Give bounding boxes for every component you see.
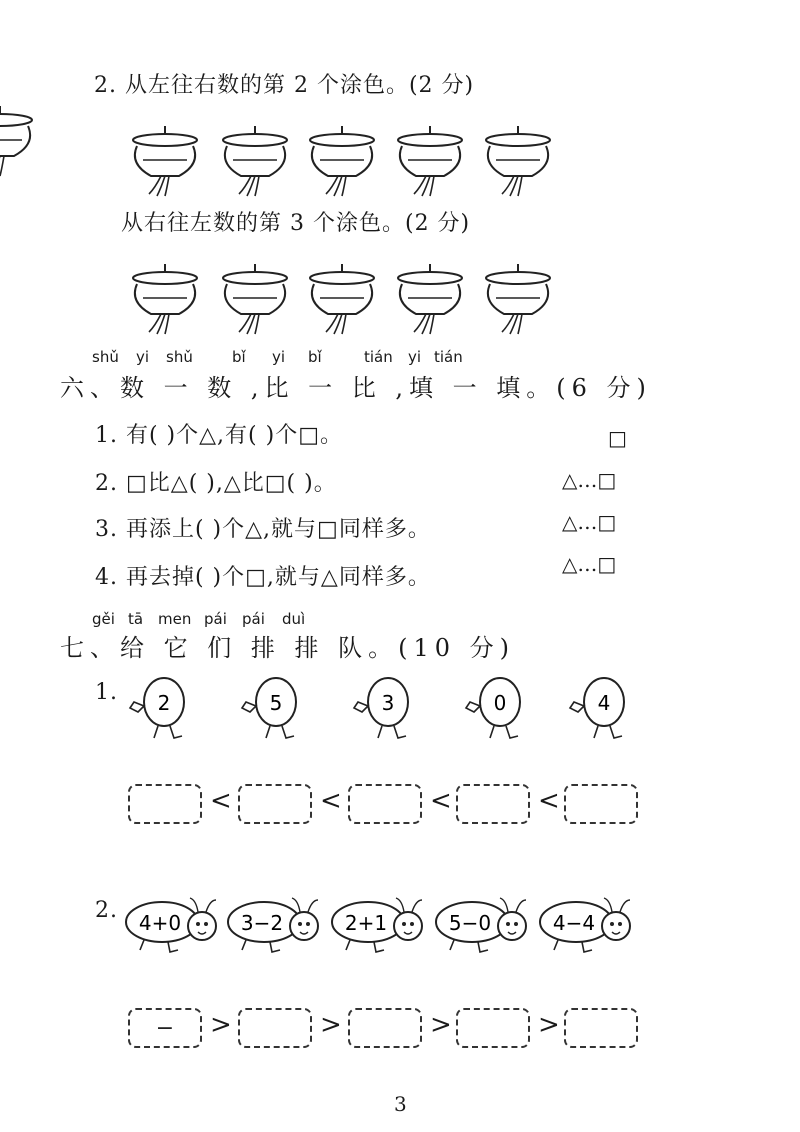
page-number: 3	[394, 1092, 407, 1116]
creature-number: 3	[381, 691, 395, 715]
less-than-sign: <	[320, 786, 342, 816]
section7-title: 七、给 它 们 排 排 队。(10 分)	[60, 634, 516, 662]
section6-pinyin-9: tián	[434, 348, 463, 366]
section7-pinyin-6: duì	[282, 610, 306, 628]
section6-pinyin-5: yi	[272, 348, 286, 366]
section7-pinyin-1: gěi	[92, 610, 115, 628]
bug-expression: 2+1	[344, 911, 388, 935]
section6-pinyin-6: bǐ	[308, 348, 322, 366]
answer-box-first[interactable]: −	[128, 1008, 202, 1048]
answer-box[interactable]	[456, 1008, 530, 1048]
greater-than-sign: >	[538, 1010, 560, 1040]
answer-box[interactable]	[238, 1008, 312, 1048]
section6-pinyin-8: yi	[408, 348, 422, 366]
less-than-sign: <	[538, 786, 560, 816]
answer-box[interactable]	[456, 784, 530, 824]
creature-number: 4	[597, 691, 611, 715]
figure-row-2: △…□	[562, 468, 617, 492]
greater-than-sign: >	[430, 1010, 452, 1040]
lantern-icon	[0, 106, 32, 176]
creature-number: 2	[157, 691, 171, 715]
question-5-2-left-to-right: 2. 从左往右数的第 2 个涂色。(2 分)	[94, 73, 475, 98]
answer-box[interactable]	[564, 1008, 638, 1048]
creature-number: 5	[269, 691, 283, 715]
section6-question-3: 3. 再添上( )个△,就与□同样多。	[95, 517, 431, 542]
section6-pinyin-7: tián	[364, 348, 393, 366]
section6-question-2: 2. □比△( ),△比□( )。	[95, 471, 337, 496]
figure-row-4: △…□	[562, 552, 617, 576]
number-creature	[128, 672, 208, 752]
bug-creature	[226, 890, 326, 960]
bug-expression: 4−4	[552, 911, 596, 935]
section7-pinyin-3: men	[158, 610, 192, 628]
lantern-row-2	[0, 258, 800, 338]
section7-pinyin-4: pái	[204, 610, 227, 628]
bug-expression: 4+0	[138, 911, 182, 935]
bug-creature	[124, 890, 224, 960]
lantern-icon	[398, 264, 462, 334]
bug-expression: 3−2	[240, 911, 284, 935]
answer-box[interactable]	[128, 784, 202, 824]
less-than-sign: <	[210, 786, 232, 816]
section6-question-1: 1. 有( )个△,有( )个□。	[95, 423, 344, 448]
question-5-2-right-to-left: 从右往左数的第 3 个涂色。(2 分)	[121, 211, 471, 236]
number-creature	[568, 672, 648, 752]
number-creature	[464, 672, 544, 752]
number-creature	[240, 672, 320, 752]
lantern-icon	[223, 264, 287, 334]
figure-row-3: △…□	[562, 510, 617, 534]
lantern-row-1	[0, 120, 800, 200]
answer-box[interactable]	[348, 1008, 422, 1048]
section6-pinyin-3: shǔ	[166, 348, 193, 366]
creature-number: 0	[493, 691, 507, 715]
bug-creature	[330, 890, 430, 960]
number-creature	[352, 672, 432, 752]
lantern-icon	[310, 264, 374, 334]
section7-q2-label: 2.	[95, 898, 118, 923]
bug-expression: 5−0	[448, 911, 492, 935]
section6-question-4: 4. 再去掉( )个□,就与△同样多。	[95, 565, 431, 590]
greater-than-sign: >	[320, 1010, 342, 1040]
bug-creature	[538, 890, 638, 960]
section6-pinyin-1: shǔ	[92, 348, 119, 366]
answer-box[interactable]	[348, 784, 422, 824]
answer-box[interactable]	[564, 784, 638, 824]
section7-pinyin-2: tā	[128, 610, 144, 628]
section6-title: 六、数 一 数 ,比 一 比 ,填 一 填。(6 分)	[60, 374, 652, 402]
less-than-sign: <	[430, 786, 452, 816]
lantern-icon	[133, 264, 197, 334]
section7-q1-label: 1.	[95, 680, 118, 705]
section6-pinyin-2: yi	[136, 348, 150, 366]
greater-than-sign: >	[210, 1010, 232, 1040]
section7-pinyin-5: pái	[242, 610, 265, 628]
answer-box[interactable]	[238, 784, 312, 824]
bug-creature	[434, 890, 534, 960]
lantern-icon	[486, 264, 550, 334]
section6-pinyin-4: bǐ	[232, 348, 246, 366]
figure-row-1: □	[608, 426, 627, 450]
